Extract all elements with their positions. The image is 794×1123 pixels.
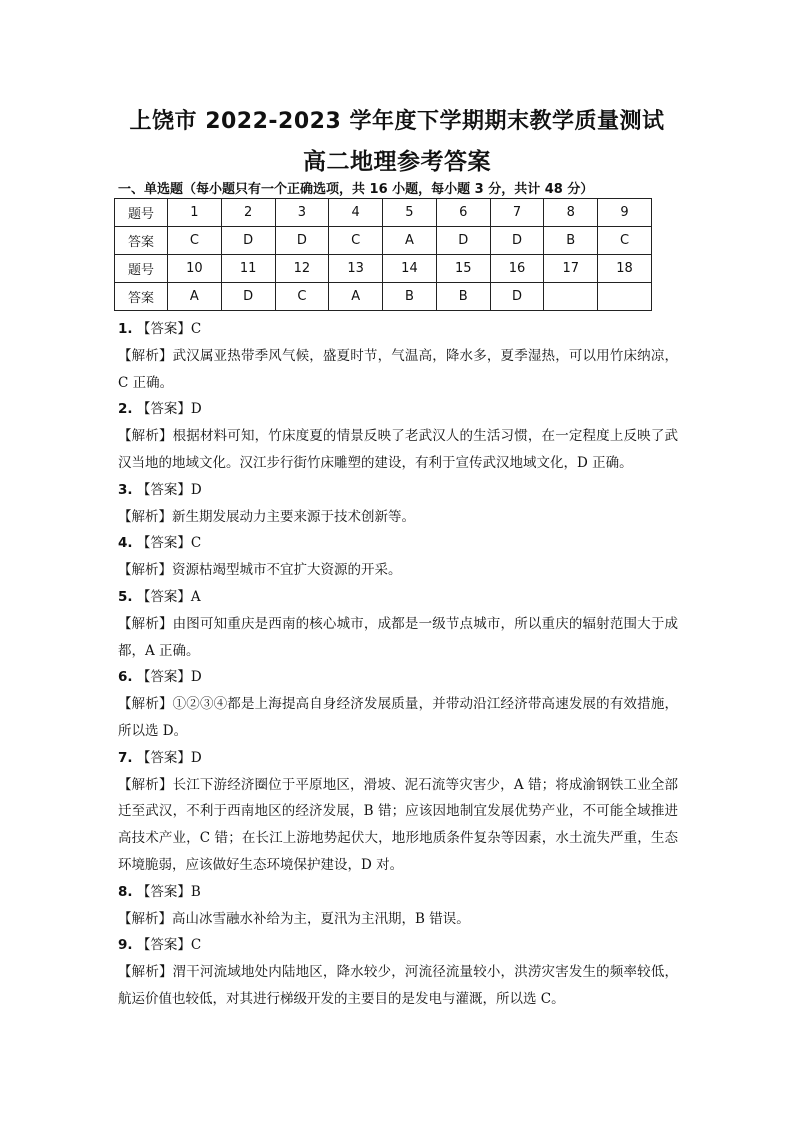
question-number: 3. (118, 481, 133, 498)
table-cell: C (168, 227, 222, 255)
answer-line (118, 584, 678, 611)
table-cell: 13 (329, 255, 383, 283)
question-number: 5. (118, 588, 133, 605)
table-cell: D (490, 227, 544, 255)
table-cell: 题号 (115, 199, 168, 227)
table-cell: 12 (275, 255, 329, 283)
table-cell: 16 (490, 255, 544, 283)
answer-label: 【答案】D (136, 401, 202, 418)
table-cell (598, 283, 652, 311)
table-cell: C (275, 283, 329, 311)
answer-line (118, 396, 678, 423)
table-cell: D (275, 227, 329, 255)
table-row (115, 227, 652, 255)
table-cell: D (221, 227, 275, 255)
explanation-text: 【解析】根据材料可知，竹床度夏的情景反映了老武汉人的生活习惯，在一定程度上反映了武汉当地的地域文化。汉江步行街竹床雕塑的建设，有利于宣传武汉地域文化，D 正确。 (118, 428, 678, 471)
question-block (118, 316, 678, 396)
question-number: 7. (118, 749, 133, 766)
question-block (118, 584, 678, 664)
table-cell: 11 (221, 255, 275, 283)
table-cell: D (436, 227, 490, 255)
answer-label: 【答案】C (136, 937, 202, 954)
question-number: 8. (118, 883, 133, 900)
table-cell: C (598, 227, 652, 255)
table-cell (544, 283, 598, 311)
table-cell: 10 (168, 255, 222, 283)
table-cell: 2 (221, 199, 275, 227)
table-cell: 答案 (115, 283, 168, 311)
table-cell: 14 (383, 255, 437, 283)
table-cell: 答案 (115, 227, 168, 255)
question-block (118, 932, 678, 1012)
table-cell: 3 (275, 199, 329, 227)
answer-table (114, 198, 652, 311)
answer-label: 【答案】D (136, 669, 202, 686)
answer-line (118, 477, 678, 504)
table-cell: 4 (329, 199, 383, 227)
question-block (118, 477, 678, 531)
answer-line (118, 530, 678, 557)
question-block (118, 664, 678, 744)
table-cell: 题号 (115, 255, 168, 283)
table-cell: 8 (544, 199, 598, 227)
answer-label: 【答案】D (136, 749, 202, 766)
question-number: 4. (118, 535, 133, 552)
table-cell: 6 (436, 199, 490, 227)
document-subtitle: 高二地理参考答案 (303, 149, 491, 175)
table-cell: 15 (436, 255, 490, 283)
table-cell: D (490, 283, 544, 311)
answer-line (118, 316, 678, 343)
table-cell: 7 (490, 199, 544, 227)
answer-line (118, 932, 678, 959)
table-cell: D (221, 283, 275, 311)
explanation-text: 【解析】高山冰雪融水补给为主，夏汛为主汛期，B 错误。 (118, 910, 470, 927)
explanation-text: 【解析】武汉属亚热带季风气候，盛夏时节，气温高，降水多，夏季湿热，可以用竹床纳凉，C 正确。 (118, 347, 678, 391)
explanation-text: 【解析】长江下游经济圈位于平原地区，滑坡、泥石流等灾害少，A 错；将成渝钢铁工业全部迁至武汉，不利于西南地区的经济发展，B 错；应该因地制宜发展优势产业，不可能全域推进高技术产业，C 错；在长江上游地势起伏大，地形地质条件复杂等因素，水土流失严重，生态环境脆弱，应该做好生态环境保护建设，D 对。 (118, 776, 678, 873)
table-row (115, 255, 652, 283)
answer-label: 【答案】B (136, 883, 201, 900)
question-number: 1. (118, 321, 133, 337)
table-cell: A (168, 283, 222, 311)
table-row (115, 199, 652, 227)
answer-label: 【答案】D (136, 481, 202, 498)
question-number: 2. (118, 401, 133, 418)
answer-label: 【答案】C (136, 535, 202, 552)
table-cell: B (436, 283, 490, 311)
table-cell: C (329, 227, 383, 255)
answer-line (118, 745, 678, 772)
table-cell: B (544, 227, 598, 255)
table-cell: 18 (598, 255, 652, 283)
table-cell: A (329, 283, 383, 311)
question-block (118, 879, 678, 933)
answer-label: 【答案】C (136, 321, 202, 337)
table-cell: 1 (168, 199, 222, 227)
table-row (115, 283, 652, 311)
question-block (118, 396, 678, 476)
question-number: 6. (118, 669, 133, 686)
answer-line (118, 664, 678, 691)
document-title: 上饶市 2022-2023 学年度下学期期末教学质量测试 (129, 109, 665, 134)
table-cell: A (383, 227, 437, 255)
explanation-text: 【解析】渭干河流域地处内陆地区，降水较少，河流径流量较小，洪涝灾害发生的频率较低，航运价值也较低，对其进行梯级开发的主要目的是发电与灌溉，所以选 C。 (118, 964, 678, 1007)
explanation-text: 【解析】新生期发展动力主要来源于技术创新等。 (118, 508, 415, 525)
table-cell: 5 (383, 199, 437, 227)
answer-line (118, 879, 678, 906)
explanation-text: 【解析】由图可知重庆是西南的核心城市，成都是一级节点城市，所以重庆的辐射范围大于成都，A 正确。 (118, 615, 678, 659)
question-number: 9. (118, 937, 133, 954)
table-cell: B (383, 283, 437, 311)
explanations (118, 316, 678, 1013)
explanation-text: 【解析】①②③④都是上海提高自身经济发展质量，并带动沿江经济带高速发展的有效措施，所以选 D。 (118, 696, 678, 739)
table-cell: 17 (544, 255, 598, 283)
table-cell: 9 (598, 199, 652, 227)
question-block (118, 745, 678, 879)
answer-label: 【答案】A (136, 588, 201, 605)
question-block (118, 530, 678, 584)
section-heading: 一、单选题（每小题只有一个正确选项，共 16 小题，每小题 3 分，共计 48 分） (118, 182, 594, 197)
explanation-text: 【解析】资源枯竭型城市不宜扩大资源的开采。 (118, 562, 402, 579)
